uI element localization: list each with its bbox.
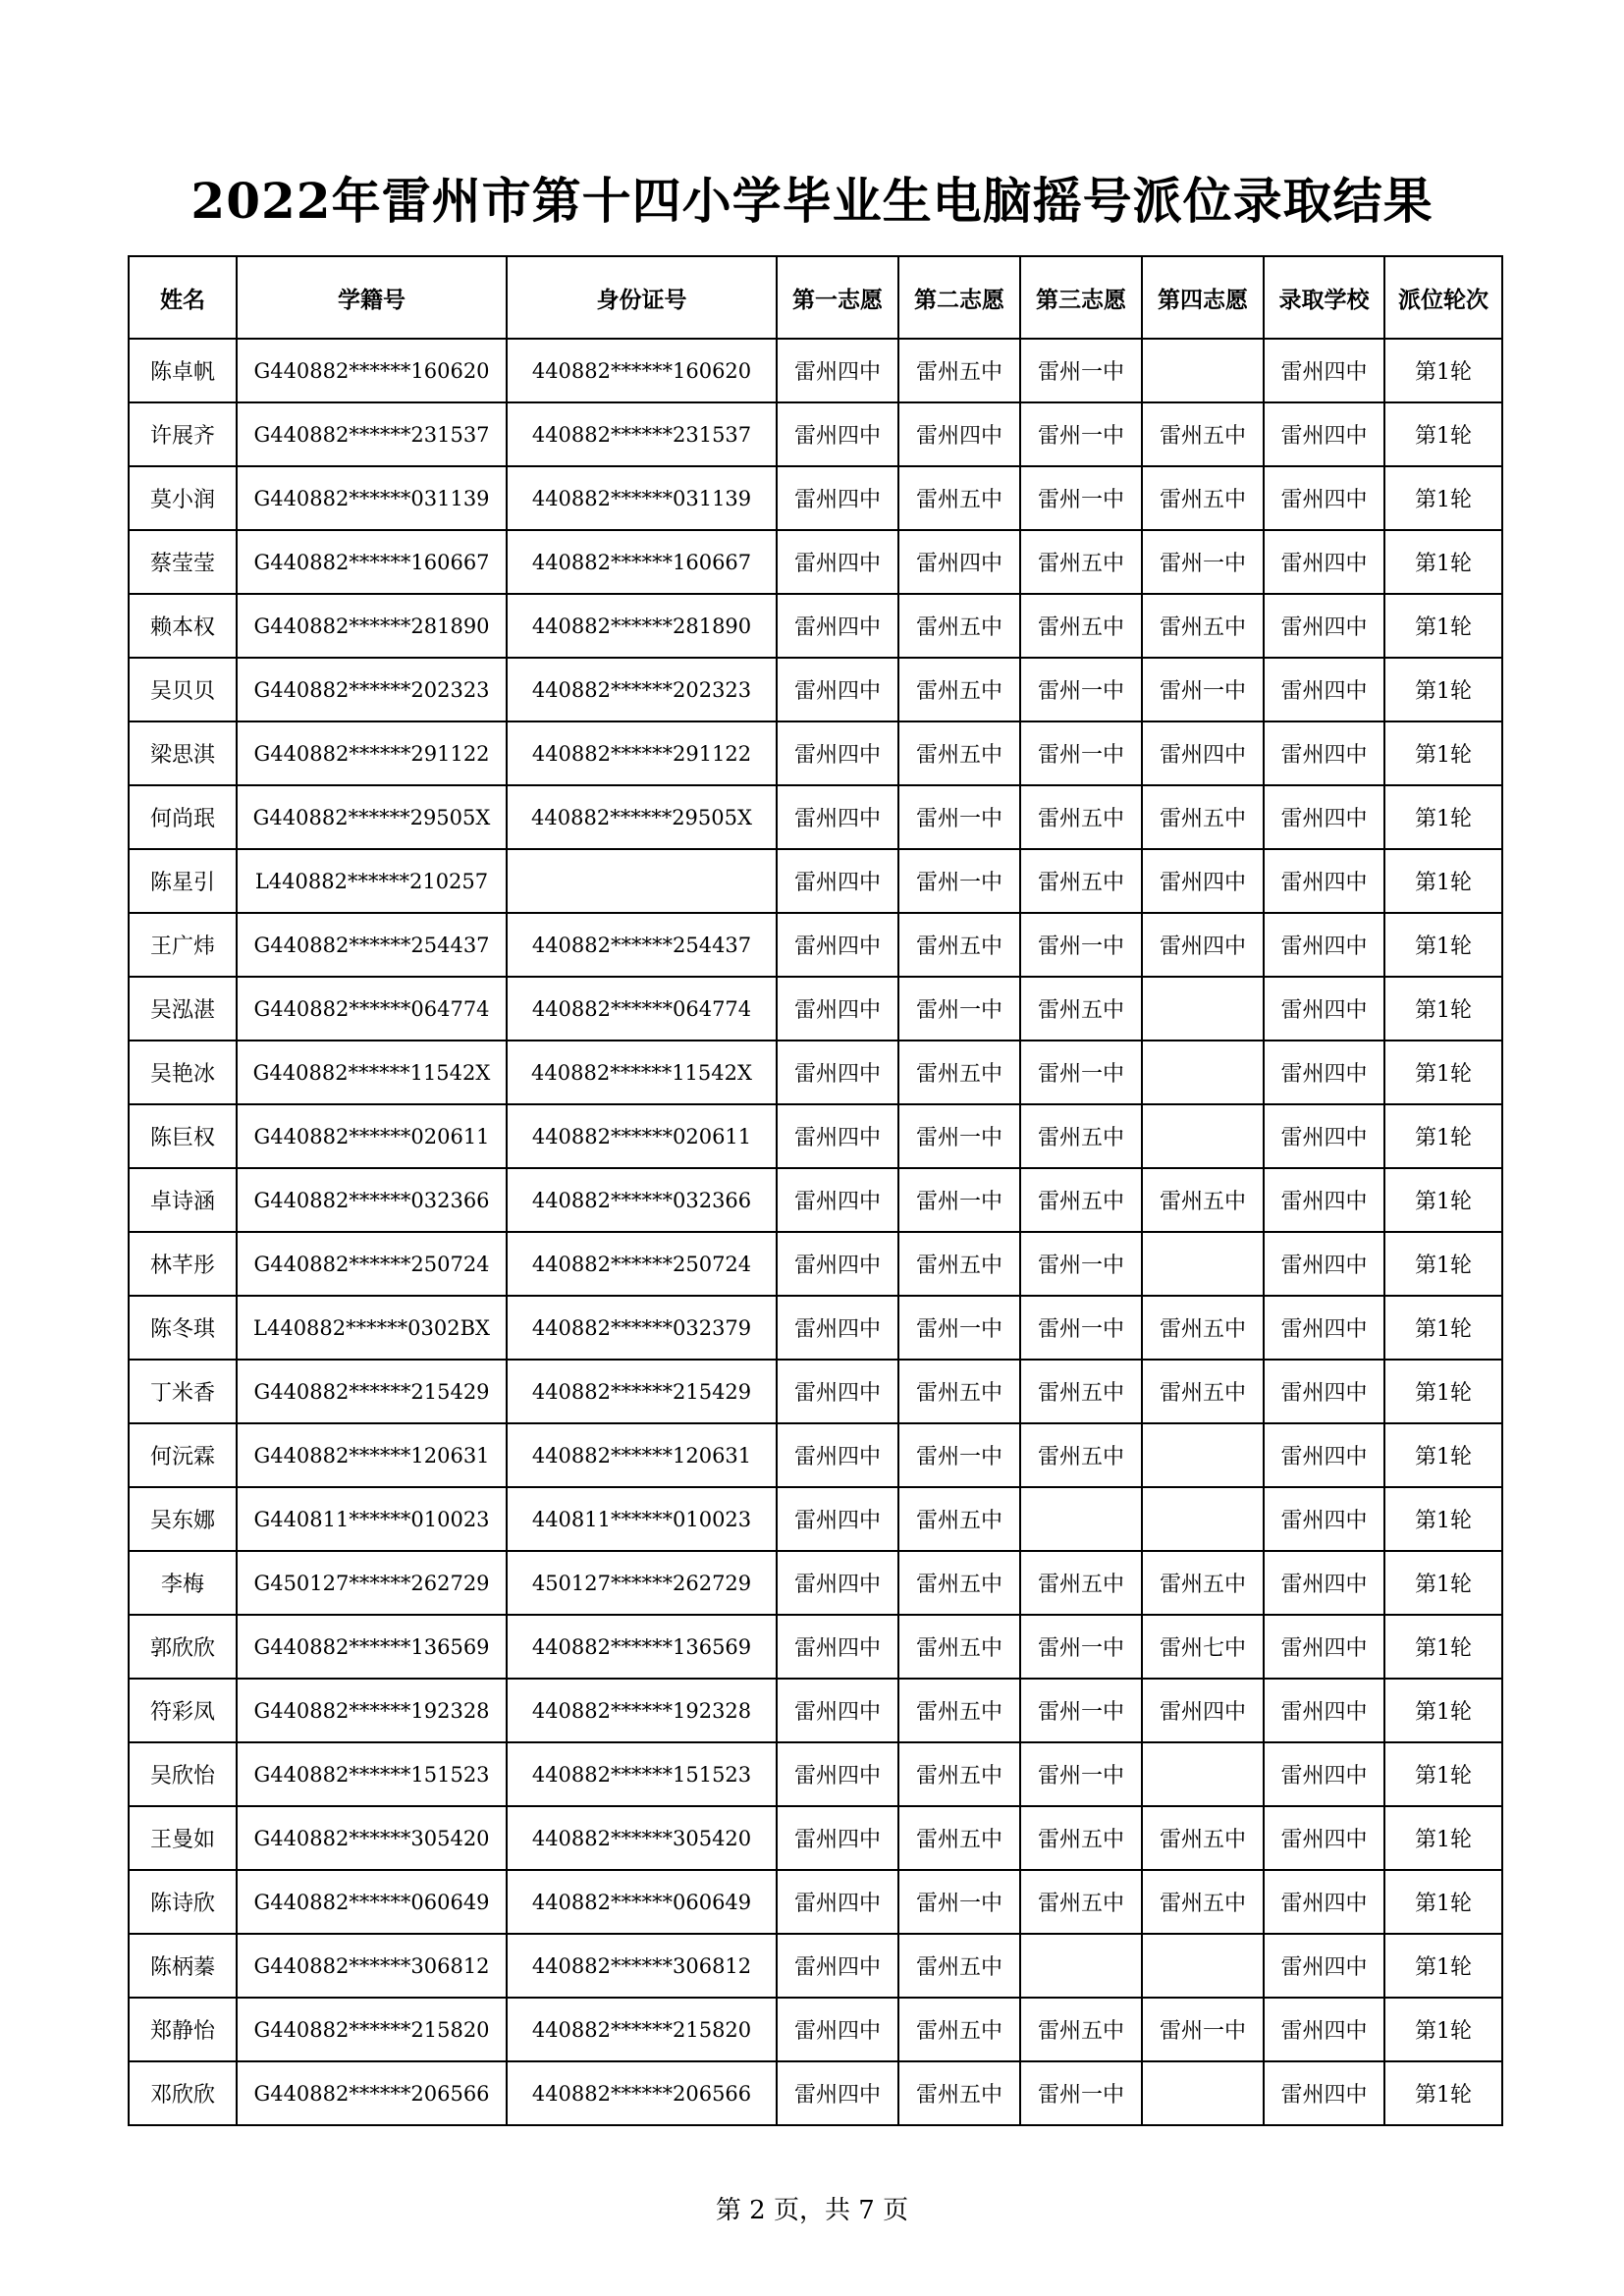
cell-choice-3: 雷州五中: [1020, 1168, 1142, 1232]
cell-name: 陈柄蓁: [129, 1934, 237, 1998]
column-header-choice-2: 第二志愿: [898, 256, 1020, 339]
cell-admitted-school: 雷州四中: [1264, 849, 1384, 913]
cell-choice-1: 雷州四中: [777, 721, 898, 785]
cell-choice-3: [1020, 1934, 1142, 1998]
cell-choice-2: 雷州一中: [898, 1423, 1020, 1487]
cell-choice-3: 雷州一中: [1020, 1615, 1142, 1679]
cell-round: 第1轮: [1384, 849, 1502, 913]
cell-choice-3: 雷州五中: [1020, 1423, 1142, 1487]
cell-student-id: G440882******202323: [237, 658, 507, 721]
cell-admitted-school: 雷州四中: [1264, 402, 1384, 466]
cell-choice-3: 雷州五中: [1020, 1104, 1142, 1168]
page-footer: 第 2 页，共 7 页: [715, 2196, 909, 2225]
cell-choice-4: 雷州五中: [1142, 1296, 1264, 1360]
cell-round: 第1轮: [1384, 1296, 1502, 1360]
cell-choice-1: 雷州四中: [777, 785, 898, 849]
cell-choice-4: 雷州一中: [1142, 1998, 1264, 2061]
cell-student-id: G440882******231537: [237, 402, 507, 466]
cell-choice-1: 雷州四中: [777, 913, 898, 977]
cell-choice-3: 雷州五中: [1020, 594, 1142, 658]
table-row: [129, 1104, 1502, 1168]
cell-choice-1: 雷州四中: [777, 1360, 898, 1423]
cell-id-card: 440882******215820: [507, 1998, 777, 2061]
table-row: [129, 1551, 1502, 1615]
cell-name: 符彩凤: [129, 1679, 237, 1742]
cell-choice-2: 雷州五中: [898, 1487, 1020, 1551]
cell-round: 第1轮: [1384, 1998, 1502, 2061]
cell-student-id: G440882******250724: [237, 1232, 507, 1296]
cell-choice-1: 雷州四中: [777, 1934, 898, 1998]
cell-choice-2: 雷州一中: [898, 1870, 1020, 1934]
cell-choice-2: 雷州五中: [898, 2061, 1020, 2125]
cell-choice-1: 雷州四中: [777, 1296, 898, 1360]
cell-choice-2: 雷州五中: [898, 466, 1020, 530]
cell-round: 第1轮: [1384, 1360, 1502, 1423]
cell-id-card: 440882******031139: [507, 466, 777, 530]
cell-admitted-school: 雷州四中: [1264, 1870, 1384, 1934]
table-row: [129, 721, 1502, 785]
cell-student-id: G440882******11542X: [237, 1041, 507, 1104]
cell-student-id: G440882******206566: [237, 2061, 507, 2125]
cell-admitted-school: 雷州四中: [1264, 1168, 1384, 1232]
cell-student-id: G440811******010023: [237, 1487, 507, 1551]
cell-name: 赖本权: [129, 594, 237, 658]
table-row: [129, 1870, 1502, 1934]
cell-choice-3: 雷州五中: [1020, 977, 1142, 1041]
cell-choice-3: 雷州一中: [1020, 1679, 1142, 1742]
cell-choice-3: 雷州五中: [1020, 1870, 1142, 1934]
cell-choice-1: 雷州四中: [777, 658, 898, 721]
cell-name: 郭欣欣: [129, 1615, 237, 1679]
cell-id-card: 440882******120631: [507, 1423, 777, 1487]
results-table: [128, 255, 1503, 2126]
cell-student-id: G440882******29505X: [237, 785, 507, 849]
cell-admitted-school: 雷州四中: [1264, 1679, 1384, 1742]
cell-round: 第1轮: [1384, 1615, 1502, 1679]
cell-choice-2: 雷州五中: [898, 1934, 1020, 1998]
table-row: [129, 594, 1502, 658]
table-row: [129, 849, 1502, 913]
cell-admitted-school: 雷州四中: [1264, 1232, 1384, 1296]
cell-name: 陈星引: [129, 849, 237, 913]
cell-id-card: 440882******136569: [507, 1615, 777, 1679]
cell-id-card: 440882******020611: [507, 1104, 777, 1168]
cell-choice-4: 雷州五中: [1142, 1360, 1264, 1423]
cell-choice-1: 雷州四中: [777, 1232, 898, 1296]
table-row: [129, 1934, 1502, 1998]
column-header-round: 派位轮次: [1384, 256, 1502, 339]
cell-choice-3: 雷州一中: [1020, 1041, 1142, 1104]
cell-choice-2: 雷州一中: [898, 1104, 1020, 1168]
cell-student-id: G440882******060649: [237, 1870, 507, 1934]
cell-name: 郑静怡: [129, 1998, 237, 2061]
cell-admitted-school: 雷州四中: [1264, 1806, 1384, 1870]
cell-choice-1: 雷州四中: [777, 1041, 898, 1104]
cell-choice-1: 雷州四中: [777, 2061, 898, 2125]
cell-choice-1: 雷州四中: [777, 1104, 898, 1168]
cell-round: 第1轮: [1384, 1806, 1502, 1870]
cell-student-id: G440882******160620: [237, 339, 507, 402]
cell-choice-4: [1142, 1232, 1264, 1296]
cell-name: 李梅: [129, 1551, 237, 1615]
cell-round: 第1轮: [1384, 1934, 1502, 1998]
cell-admitted-school: 雷州四中: [1264, 1423, 1384, 1487]
cell-choice-3: 雷州一中: [1020, 1232, 1142, 1296]
cell-choice-2: 雷州五中: [898, 1742, 1020, 1806]
cell-name: 吴艳冰: [129, 1041, 237, 1104]
cell-choice-2: 雷州五中: [898, 594, 1020, 658]
cell-admitted-school: 雷州四中: [1264, 913, 1384, 977]
cell-id-card: 440882******151523: [507, 1742, 777, 1806]
cell-choice-1: 雷州四中: [777, 849, 898, 913]
cell-round: 第1轮: [1384, 658, 1502, 721]
cell-choice-3: 雷州一中: [1020, 721, 1142, 785]
cell-choice-3: 雷州一中: [1020, 1296, 1142, 1360]
cell-round: 第1轮: [1384, 339, 1502, 402]
cell-student-id: G440882******305420: [237, 1806, 507, 1870]
cell-id-card: 440882******281890: [507, 594, 777, 658]
cell-student-id: G440882******215429: [237, 1360, 507, 1423]
table-row: [129, 1041, 1502, 1104]
cell-student-id: G440882******151523: [237, 1742, 507, 1806]
cell-choice-2: 雷州五中: [898, 1360, 1020, 1423]
cell-id-card: 440882******032366: [507, 1168, 777, 1232]
cell-name: 王曼如: [129, 1806, 237, 1870]
cell-name: 梁思淇: [129, 721, 237, 785]
cell-choice-4: [1142, 1934, 1264, 1998]
cell-name: 陈冬琪: [129, 1296, 237, 1360]
table-row: [129, 1742, 1502, 1806]
cell-name: 吴东娜: [129, 1487, 237, 1551]
cell-name: 陈巨权: [129, 1104, 237, 1168]
cell-admitted-school: 雷州四中: [1264, 1551, 1384, 1615]
cell-choice-4: 雷州五中: [1142, 466, 1264, 530]
cell-admitted-school: 雷州四中: [1264, 1998, 1384, 2061]
cell-admitted-school: 雷州四中: [1264, 1104, 1384, 1168]
cell-choice-4: 雷州四中: [1142, 913, 1264, 977]
cell-student-id: G440882******254437: [237, 913, 507, 977]
cell-choice-4: 雷州四中: [1142, 1679, 1264, 1742]
cell-choice-1: 雷州四中: [777, 1423, 898, 1487]
cell-round: 第1轮: [1384, 1232, 1502, 1296]
cell-choice-1: 雷州四中: [777, 1870, 898, 1934]
cell-choice-2: 雷州五中: [898, 721, 1020, 785]
table-row: [129, 1168, 1502, 1232]
cell-choice-4: 雷州五中: [1142, 1551, 1264, 1615]
cell-name: 何沅霖: [129, 1423, 237, 1487]
cell-id-card: 440882******291122: [507, 721, 777, 785]
cell-choice-2: 雷州一中: [898, 785, 1020, 849]
column-header-choice-3: 第三志愿: [1020, 256, 1142, 339]
cell-choice-2: 雷州五中: [898, 913, 1020, 977]
cell-student-id: G450127******262729: [237, 1551, 507, 1615]
cell-choice-1: 雷州四中: [777, 1742, 898, 1806]
cell-choice-4: 雷州四中: [1142, 849, 1264, 913]
cell-choice-1: 雷州四中: [777, 1168, 898, 1232]
cell-choice-4: 雷州五中: [1142, 402, 1264, 466]
cell-choice-2: 雷州五中: [898, 1232, 1020, 1296]
cell-admitted-school: 雷州四中: [1264, 339, 1384, 402]
cell-round: 第1轮: [1384, 594, 1502, 658]
cell-id-card: 440882******206566: [507, 2061, 777, 2125]
cell-student-id: G440882******306812: [237, 1934, 507, 1998]
cell-choice-2: 雷州五中: [898, 1615, 1020, 1679]
cell-choice-4: 雷州五中: [1142, 1806, 1264, 1870]
cell-admitted-school: 雷州四中: [1264, 1041, 1384, 1104]
table-header-row: [129, 256, 1502, 339]
cell-name: 吴泓湛: [129, 977, 237, 1041]
table-row: [129, 913, 1502, 977]
cell-admitted-school: 雷州四中: [1264, 2061, 1384, 2125]
table-row: [129, 1296, 1502, 1360]
cell-choice-1: 雷州四中: [777, 1679, 898, 1742]
cell-choice-3: 雷州一中: [1020, 1742, 1142, 1806]
cell-choice-4: 雷州五中: [1142, 594, 1264, 658]
cell-round: 第1轮: [1384, 1742, 1502, 1806]
cell-choice-1: 雷州四中: [777, 1998, 898, 2061]
cell-choice-3: 雷州五中: [1020, 785, 1142, 849]
cell-choice-4: 雷州五中: [1142, 785, 1264, 849]
cell-student-id: L440882******210257: [237, 849, 507, 913]
cell-round: 第1轮: [1384, 913, 1502, 977]
cell-student-id: G440882******120631: [237, 1423, 507, 1487]
cell-name: 陈卓帆: [129, 339, 237, 402]
table-row: [129, 339, 1502, 402]
table-row: [129, 2061, 1502, 2125]
cell-name: 王广炜: [129, 913, 237, 977]
cell-name: 邓欣欣: [129, 2061, 237, 2125]
cell-admitted-school: 雷州四中: [1264, 785, 1384, 849]
column-header-choice-4: 第四志愿: [1142, 256, 1264, 339]
cell-id-card: 440882******306812: [507, 1934, 777, 1998]
table-row: [129, 1487, 1502, 1551]
cell-round: 第1轮: [1384, 785, 1502, 849]
cell-name: 吴贝贝: [129, 658, 237, 721]
cell-choice-1: 雷州四中: [777, 530, 898, 594]
cell-name: 吴欣怡: [129, 1742, 237, 1806]
cell-choice-4: 雷州一中: [1142, 658, 1264, 721]
table-row: [129, 530, 1502, 594]
cell-choice-3: [1020, 1487, 1142, 1551]
cell-choice-4: 雷州五中: [1142, 1870, 1264, 1934]
cell-choice-1: 雷州四中: [777, 1487, 898, 1551]
cell-choice-3: 雷州一中: [1020, 2061, 1142, 2125]
cell-admitted-school: 雷州四中: [1264, 1487, 1384, 1551]
cell-choice-3: 雷州一中: [1020, 402, 1142, 466]
cell-choice-2: 雷州五中: [898, 1998, 1020, 2061]
cell-name: 蔡莹莹: [129, 530, 237, 594]
cell-name: 林芊彤: [129, 1232, 237, 1296]
cell-id-card: 440882******11542X: [507, 1041, 777, 1104]
cell-choice-4: 雷州五中: [1142, 1168, 1264, 1232]
cell-admitted-school: 雷州四中: [1264, 721, 1384, 785]
cell-name: 何尚珉: [129, 785, 237, 849]
cell-choice-3: 雷州一中: [1020, 913, 1142, 977]
cell-choice-4: [1142, 1423, 1264, 1487]
cell-id-card: 440882******160667: [507, 530, 777, 594]
cell-choice-2: 雷州一中: [898, 977, 1020, 1041]
cell-round: 第1轮: [1384, 402, 1502, 466]
cell-choice-3: 雷州五中: [1020, 1998, 1142, 2061]
cell-student-id: G440882******031139: [237, 466, 507, 530]
table-row: [129, 1998, 1502, 2061]
cell-choice-2: 雷州一中: [898, 849, 1020, 913]
cell-choice-1: 雷州四中: [777, 1615, 898, 1679]
cell-choice-4: [1142, 2061, 1264, 2125]
cell-id-card: 450127******262729: [507, 1551, 777, 1615]
cell-id-card: 440882******192328: [507, 1679, 777, 1742]
cell-round: 第1轮: [1384, 1041, 1502, 1104]
cell-choice-3: 雷州一中: [1020, 339, 1142, 402]
cell-choice-1: 雷州四中: [777, 402, 898, 466]
cell-round: 第1轮: [1384, 1104, 1502, 1168]
cell-id-card: 440811******010023: [507, 1487, 777, 1551]
cell-choice-1: 雷州四中: [777, 466, 898, 530]
cell-id-card: 440882******032379: [507, 1296, 777, 1360]
table-row: [129, 1806, 1502, 1870]
table-row: [129, 1423, 1502, 1487]
cell-student-id: G440882******215820: [237, 1998, 507, 2061]
cell-choice-2: 雷州一中: [898, 1296, 1020, 1360]
cell-id-card: 440882******250724: [507, 1232, 777, 1296]
table-row: [129, 402, 1502, 466]
cell-admitted-school: 雷州四中: [1264, 1615, 1384, 1679]
cell-round: 第1轮: [1384, 2061, 1502, 2125]
cell-choice-2: 雷州五中: [898, 339, 1020, 402]
cell-id-card: 440882******064774: [507, 977, 777, 1041]
cell-choice-1: 雷州四中: [777, 594, 898, 658]
cell-student-id: G440882******032366: [237, 1168, 507, 1232]
cell-admitted-school: 雷州四中: [1264, 658, 1384, 721]
cell-round: 第1轮: [1384, 466, 1502, 530]
column-header-admitted-school: 录取学校: [1264, 256, 1384, 339]
table-row: [129, 1232, 1502, 1296]
cell-id-card: 440882******202323: [507, 658, 777, 721]
table-row: [129, 785, 1502, 849]
cell-choice-2: 雷州五中: [898, 1806, 1020, 1870]
cell-student-id: L440882******0302BX: [237, 1296, 507, 1360]
cell-choice-2: 雷州五中: [898, 1041, 1020, 1104]
cell-round: 第1轮: [1384, 1487, 1502, 1551]
cell-choice-4: 雷州四中: [1142, 721, 1264, 785]
cell-choice-3: 雷州一中: [1020, 466, 1142, 530]
cell-name: 陈诗欣: [129, 1870, 237, 1934]
cell-student-id: G440882******020611: [237, 1104, 507, 1168]
cell-choice-3: 雷州五中: [1020, 530, 1142, 594]
cell-admitted-school: 雷州四中: [1264, 1934, 1384, 1998]
table-row: [129, 1679, 1502, 1742]
column-header-choice-1: 第一志愿: [777, 256, 898, 339]
cell-admitted-school: 雷州四中: [1264, 466, 1384, 530]
cell-choice-3: 雷州五中: [1020, 1551, 1142, 1615]
cell-choice-1: 雷州四中: [777, 977, 898, 1041]
cell-choice-4: [1142, 339, 1264, 402]
cell-admitted-school: 雷州四中: [1264, 594, 1384, 658]
column-header-id-card: 身份证号: [507, 256, 777, 339]
cell-student-id: G440882******291122: [237, 721, 507, 785]
cell-choice-1: 雷州四中: [777, 1551, 898, 1615]
table-row: [129, 977, 1502, 1041]
cell-id-card: 440882******215429: [507, 1360, 777, 1423]
cell-id-card: 440882******29505X: [507, 785, 777, 849]
cell-round: 第1轮: [1384, 530, 1502, 594]
cell-choice-4: 雷州七中: [1142, 1615, 1264, 1679]
cell-round: 第1轮: [1384, 1551, 1502, 1615]
cell-round: 第1轮: [1384, 1679, 1502, 1742]
cell-id-card: 440882******160620: [507, 339, 777, 402]
cell-round: 第1轮: [1384, 977, 1502, 1041]
column-header-student-id: 学籍号: [237, 256, 507, 339]
cell-round: 第1轮: [1384, 1168, 1502, 1232]
cell-student-id: G440882******160667: [237, 530, 507, 594]
page-title: 2022年雷州市第十四小学毕业生电脑摇号派位录取结果: [190, 172, 1434, 230]
cell-student-id: G440882******136569: [237, 1615, 507, 1679]
cell-name: 丁米香: [129, 1360, 237, 1423]
cell-choice-4: [1142, 1104, 1264, 1168]
cell-name: 莫小润: [129, 466, 237, 530]
cell-admitted-school: 雷州四中: [1264, 977, 1384, 1041]
cell-choice-2: 雷州五中: [898, 1679, 1020, 1742]
cell-id-card: 440882******254437: [507, 913, 777, 977]
cell-choice-4: [1142, 977, 1264, 1041]
cell-choice-2: 雷州四中: [898, 530, 1020, 594]
cell-student-id: G440882******064774: [237, 977, 507, 1041]
cell-choice-3: 雷州五中: [1020, 1806, 1142, 1870]
cell-id-card: 440882******305420: [507, 1806, 777, 1870]
table-row: [129, 1615, 1502, 1679]
cell-choice-2: 雷州五中: [898, 1551, 1020, 1615]
cell-name: 卓诗涵: [129, 1168, 237, 1232]
table-row: [129, 466, 1502, 530]
cell-choice-4: [1142, 1041, 1264, 1104]
cell-choice-2: 雷州四中: [898, 402, 1020, 466]
cell-choice-1: 雷州四中: [777, 339, 898, 402]
cell-round: 第1轮: [1384, 721, 1502, 785]
cell-round: 第1轮: [1384, 1870, 1502, 1934]
cell-choice-3: 雷州五中: [1020, 1360, 1142, 1423]
cell-student-id: G440882******192328: [237, 1679, 507, 1742]
cell-id-card: 440882******231537: [507, 402, 777, 466]
cell-id-card: [507, 849, 777, 913]
table-body: [129, 339, 1502, 2125]
cell-admitted-school: 雷州四中: [1264, 1360, 1384, 1423]
cell-round: 第1轮: [1384, 1423, 1502, 1487]
cell-student-id: G440882******281890: [237, 594, 507, 658]
cell-admitted-school: 雷州四中: [1264, 530, 1384, 594]
cell-choice-3: 雷州一中: [1020, 658, 1142, 721]
cell-choice-4: [1142, 1487, 1264, 1551]
cell-name: 许展齐: [129, 402, 237, 466]
cell-id-card: 440882******060649: [507, 1870, 777, 1934]
table-row: [129, 658, 1502, 721]
cell-choice-1: 雷州四中: [777, 1806, 898, 1870]
column-header-name: 姓名: [129, 256, 237, 339]
cell-choice-2: 雷州一中: [898, 1168, 1020, 1232]
cell-admitted-school: 雷州四中: [1264, 1296, 1384, 1360]
cell-choice-2: 雷州五中: [898, 658, 1020, 721]
cell-admitted-school: 雷州四中: [1264, 1742, 1384, 1806]
table-row: [129, 1360, 1502, 1423]
cell-choice-4: 雷州一中: [1142, 530, 1264, 594]
cell-choice-4: [1142, 1742, 1264, 1806]
cell-choice-3: 雷州五中: [1020, 849, 1142, 913]
